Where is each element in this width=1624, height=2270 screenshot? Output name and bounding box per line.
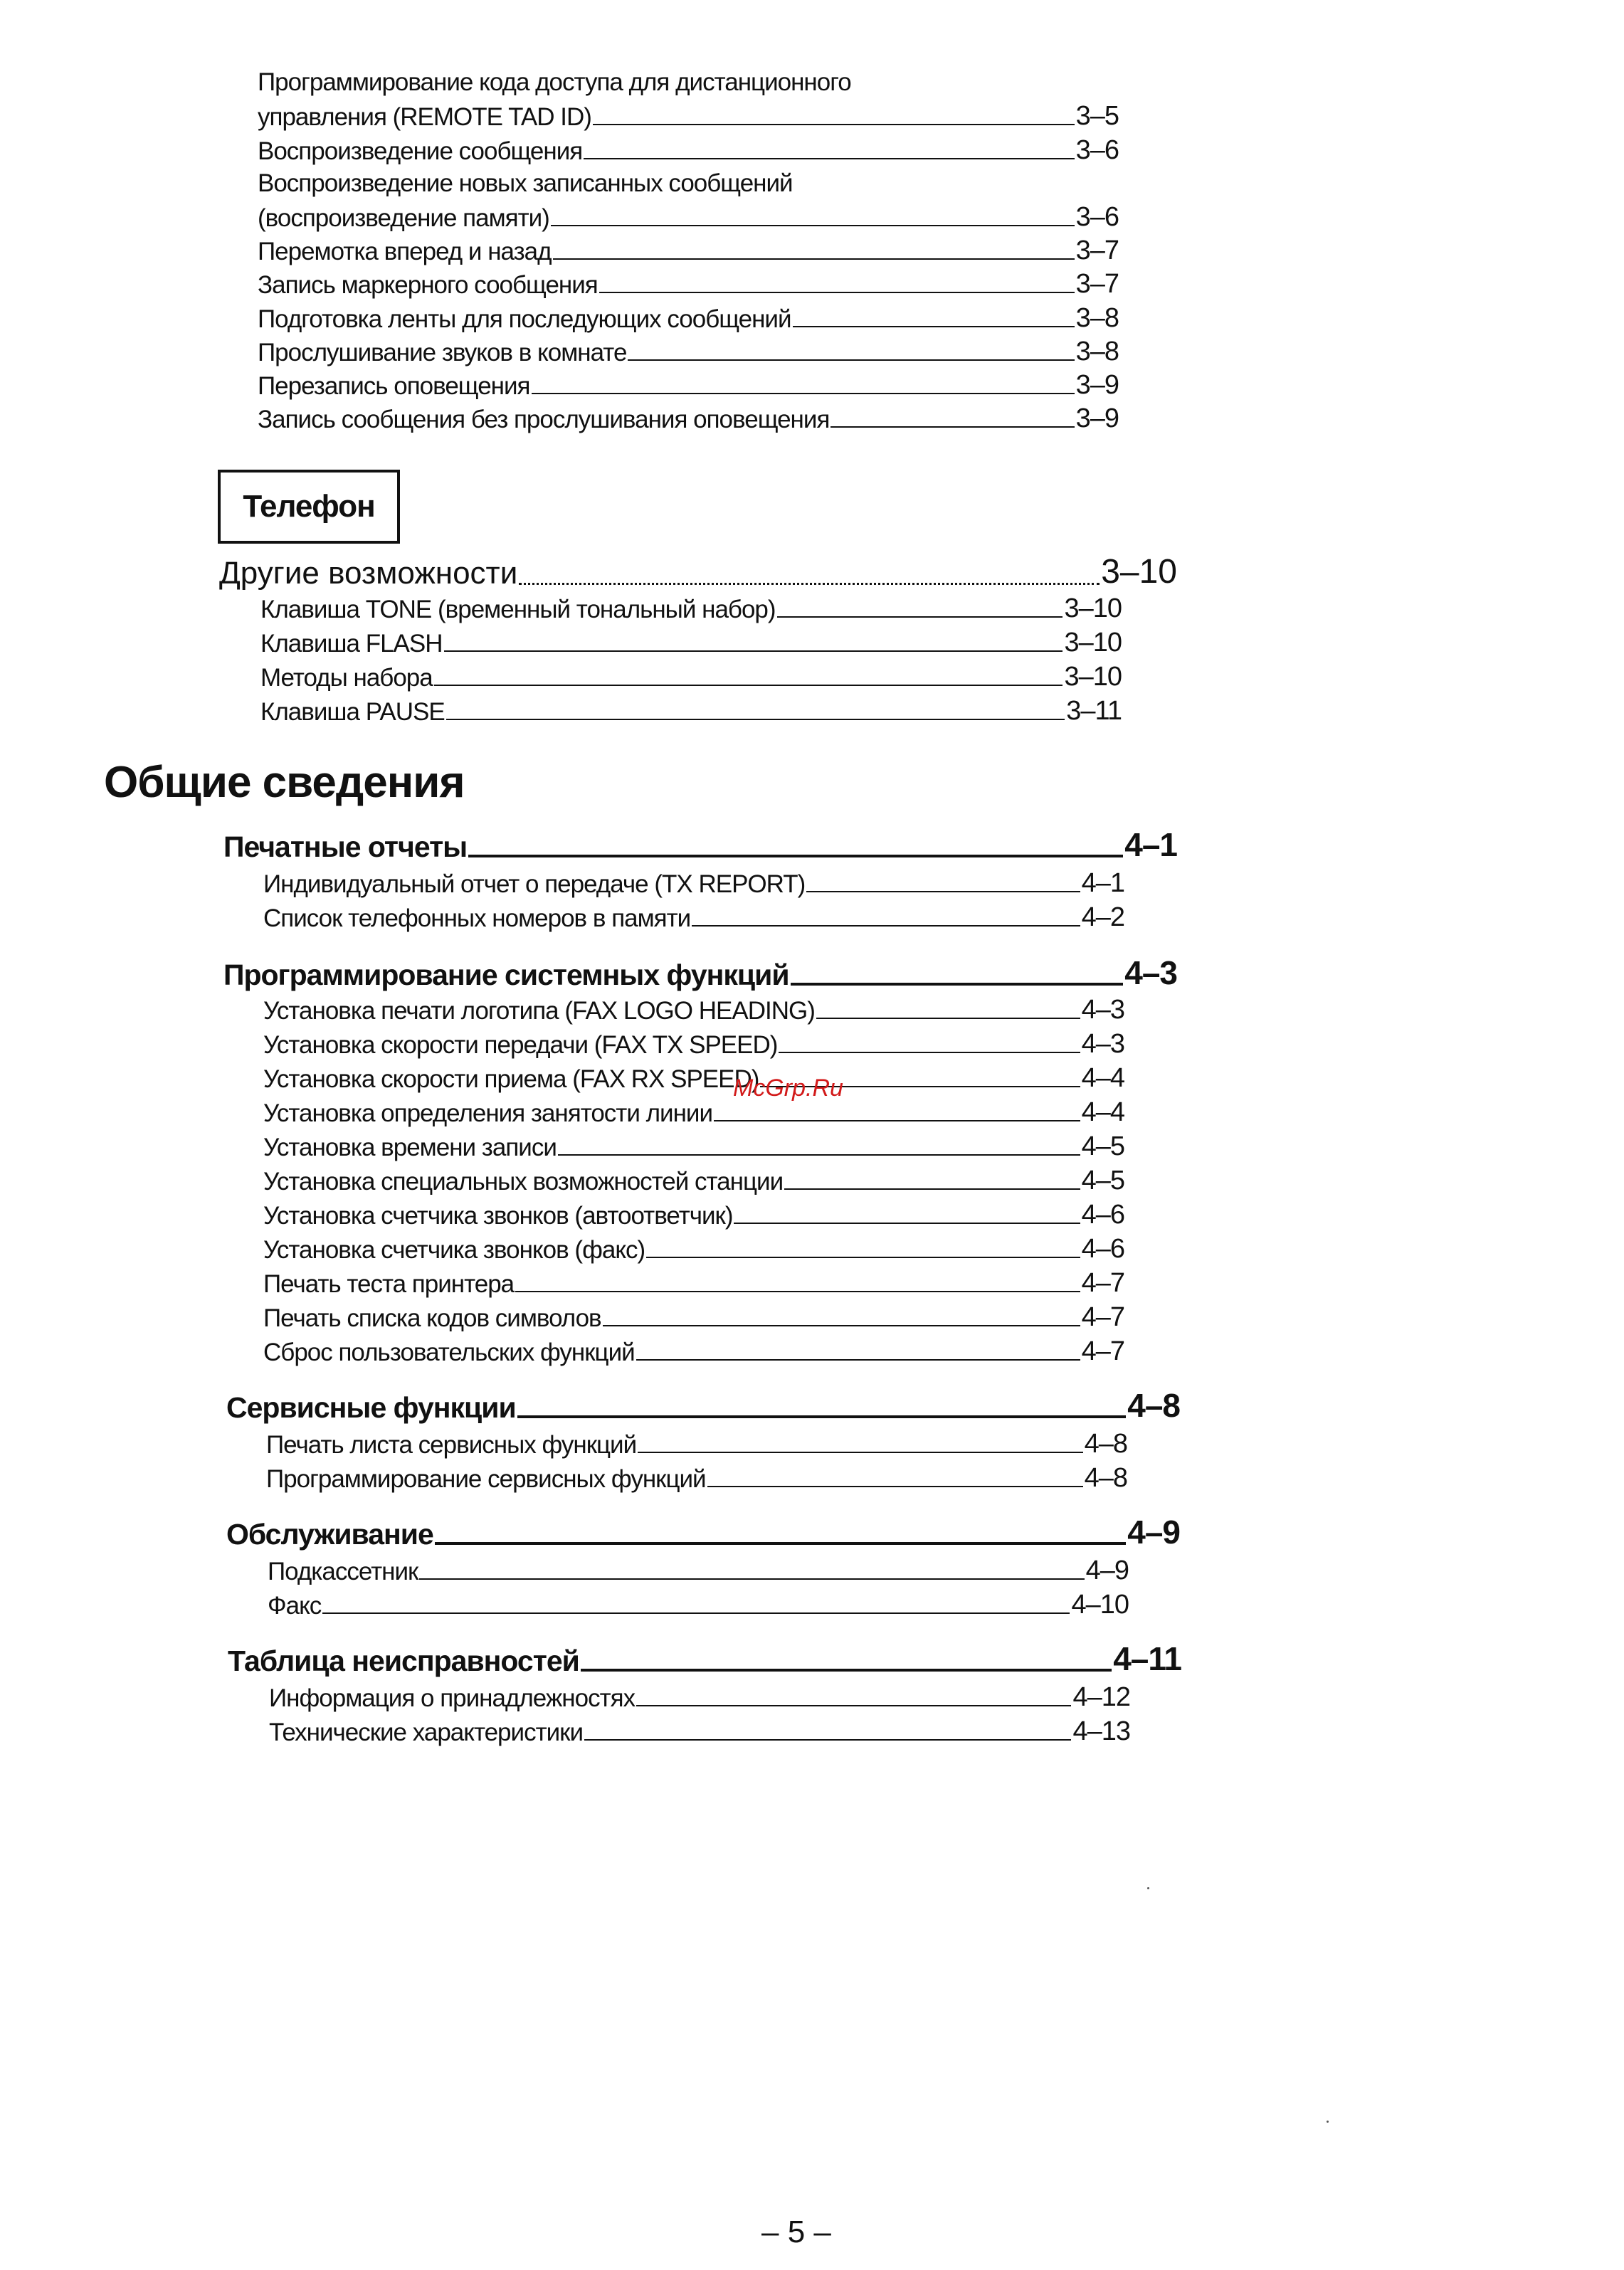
toc-leader bbox=[435, 1542, 1126, 1545]
toc-section-title: Печатные отчеты bbox=[223, 830, 468, 863]
toc-entry-title: Перезапись оповещения bbox=[258, 372, 530, 400]
toc-entry-page: 4–13 bbox=[1072, 1716, 1130, 1746]
toc-leader bbox=[532, 393, 1075, 394]
toc-entry-page: 4–7 bbox=[1081, 1302, 1124, 1332]
toc-section-entry[interactable] bbox=[223, 954, 1177, 992]
toc-entry-title: Методы набора bbox=[260, 664, 433, 692]
toc-entry-page: 4–7 bbox=[1081, 1268, 1124, 1298]
toc-entry[interactable] bbox=[263, 1029, 1124, 1060]
toc-entry-title: Печать списка кодов символов bbox=[263, 1304, 601, 1332]
toc-entry[interactable] bbox=[258, 101, 1119, 132]
toc-entry[interactable] bbox=[263, 1302, 1124, 1333]
toc-entry-page: 3–11 bbox=[1066, 696, 1122, 726]
toc-entry[interactable] bbox=[260, 628, 1122, 658]
toc-entry[interactable] bbox=[263, 1268, 1124, 1299]
toc-leader bbox=[581, 1669, 1112, 1672]
toc-leader bbox=[584, 158, 1074, 159]
toc-entry-title: Прослушивание звуков в комнате bbox=[258, 339, 627, 366]
toc-section-page: 4–9 bbox=[1127, 1514, 1180, 1551]
toc-leader bbox=[806, 891, 1080, 892]
toc-entry-title: Печать теста принтера bbox=[263, 1270, 515, 1298]
toc-leader bbox=[628, 359, 1074, 361]
toc-entry-title: Запись маркерного сообщения bbox=[258, 271, 598, 299]
toc-entry-title: управления (REMOTE TAD ID) bbox=[258, 103, 591, 131]
toc-entry[interactable] bbox=[269, 1716, 1130, 1747]
toc-leader bbox=[584, 1739, 1071, 1741]
toc-leader bbox=[707, 1486, 1083, 1487]
toc-leader bbox=[638, 1452, 1082, 1453]
toc-entry-page: 4–8 bbox=[1084, 1429, 1127, 1459]
toc-entry-page: 4–6 bbox=[1081, 1200, 1124, 1230]
chapter-title: Общие сведения bbox=[104, 758, 465, 807]
toc-entry-page: 4–12 bbox=[1072, 1682, 1130, 1712]
toc-leader bbox=[444, 650, 1063, 652]
toc-entry-page: 3–6 bbox=[1075, 135, 1119, 165]
toc-entry-page: 4–5 bbox=[1081, 1166, 1124, 1195]
toc-entry-title: Установка определения занятости линии bbox=[263, 1099, 713, 1127]
toc-entry[interactable] bbox=[258, 303, 1119, 334]
toc-entry[interactable] bbox=[263, 995, 1124, 1025]
toc-leader bbox=[646, 1257, 1080, 1258]
toc-entry[interactable] bbox=[263, 1063, 1124, 1094]
toc-entry-page: 3–7 bbox=[1075, 236, 1119, 265]
toc-entry-title: Воспроизведение сообщения bbox=[258, 137, 583, 165]
scan-speck bbox=[1147, 1887, 1149, 1889]
toc-section-title: Таблица неисправностей bbox=[228, 1645, 579, 1677]
toc-entry[interactable] bbox=[258, 269, 1119, 300]
toc-entry-page: 4–6 bbox=[1081, 1234, 1124, 1264]
toc-leader bbox=[734, 1223, 1080, 1224]
toc-section-title: Программирование системных функций bbox=[223, 959, 789, 991]
toc-leader bbox=[322, 1612, 1070, 1614]
toc-entry-title: Установка счетчика звонков (факс) bbox=[263, 1236, 645, 1264]
toc-entry-page: 4–10 bbox=[1071, 1590, 1129, 1620]
toc-entry[interactable] bbox=[258, 202, 1119, 233]
toc-leader bbox=[791, 983, 1124, 986]
toc-entry-title: Технические характеристики bbox=[269, 1719, 584, 1746]
toc-entry-title: Установка специальных возможностей станции bbox=[263, 1168, 784, 1195]
toc-leader bbox=[599, 292, 1075, 293]
toc-leader bbox=[551, 225, 1075, 226]
toc-entry[interactable] bbox=[263, 1200, 1124, 1230]
toc-entry[interactable] bbox=[263, 1131, 1124, 1162]
toc-entry-page: 3–9 bbox=[1075, 403, 1119, 433]
toc-entry-title: Список телефонных номеров в памяти bbox=[263, 904, 691, 932]
toc-entry-page: 4–2 bbox=[1081, 902, 1124, 932]
toc-leader bbox=[419, 1578, 1084, 1580]
toc-entry[interactable] bbox=[263, 1336, 1124, 1367]
toc-entry-title: Печать листа сервисных функций bbox=[266, 1431, 637, 1459]
toc-entry-page: 3–6 bbox=[1075, 202, 1119, 232]
toc-entry[interactable] bbox=[269, 1682, 1130, 1713]
watermark: McGrp.Ru bbox=[733, 1075, 843, 1102]
toc-section-title: Обслуживание bbox=[226, 1518, 433, 1551]
toc-entry[interactable] bbox=[268, 1556, 1129, 1586]
telephone-box bbox=[218, 470, 400, 544]
toc-entry[interactable] bbox=[258, 337, 1119, 367]
toc-entry-page: 4–4 bbox=[1081, 1097, 1124, 1127]
toc-entry[interactable] bbox=[260, 593, 1122, 624]
toc-chapter-entry[interactable] bbox=[219, 552, 1177, 591]
toc-leader bbox=[446, 719, 1065, 720]
toc-entry-page: 4–3 bbox=[1081, 1029, 1124, 1059]
toc-entry[interactable] bbox=[258, 370, 1119, 401]
toc-entry-page: 3–5 bbox=[1075, 101, 1119, 131]
scan-speck bbox=[1327, 2121, 1329, 2123]
toc-entry-page: 4–4 bbox=[1081, 1063, 1124, 1093]
toc-leader bbox=[468, 855, 1123, 857]
toc-leader bbox=[777, 616, 1063, 618]
toc-entry[interactable] bbox=[263, 1234, 1124, 1265]
toc-section-entry[interactable] bbox=[223, 825, 1177, 864]
toc-entry-title: Факс bbox=[268, 1592, 322, 1620]
toc-entry[interactable] bbox=[258, 135, 1119, 166]
toc-section-entry[interactable] bbox=[228, 1640, 1181, 1678]
telephone-box-label: Телефон bbox=[243, 489, 375, 524]
toc-entry-title: Индивидуальный отчет о передаче (TX REPORT) bbox=[263, 870, 806, 898]
toc-entry[interactable] bbox=[258, 236, 1119, 266]
toc-entry-page: 4–8 bbox=[1084, 1463, 1127, 1493]
toc-entry-title: Установка времени записи bbox=[263, 1134, 557, 1161]
toc-entry-title: Программирование сервисных функций bbox=[266, 1465, 706, 1493]
toc-entry-title: Установка печати логотипа (FAX LOGO HEADING) bbox=[263, 997, 815, 1025]
toc-leader bbox=[714, 1120, 1080, 1121]
toc-entry-page: 3–8 bbox=[1075, 303, 1119, 333]
toc-entry-page: 4–3 bbox=[1081, 995, 1124, 1025]
toc-entry-page: 3–10 bbox=[1064, 662, 1122, 692]
toc-entry-page: 4–1 bbox=[1081, 868, 1124, 898]
toc-entry-page: 3–9 bbox=[1075, 370, 1119, 400]
toc-entry[interactable] bbox=[266, 1429, 1127, 1459]
toc-entry[interactable] bbox=[258, 403, 1119, 434]
toc-leader bbox=[519, 583, 1100, 585]
toc-entry[interactable] bbox=[263, 868, 1124, 899]
toc-entry[interactable] bbox=[260, 662, 1122, 692]
toc-entry-title: Сброс пользовательских функций bbox=[263, 1339, 635, 1366]
toc-leader bbox=[636, 1705, 1071, 1706]
toc-leader bbox=[553, 258, 1075, 260]
toc-section-page: 4–1 bbox=[1124, 826, 1177, 863]
toc-entry-title: Установка скорости приема (FAX RX SPEED) bbox=[263, 1065, 759, 1093]
toc-leader bbox=[434, 685, 1063, 686]
toc-entry-page: 4–5 bbox=[1081, 1131, 1124, 1161]
toc-entry[interactable] bbox=[266, 1463, 1127, 1494]
toc-entry-title: Установка счетчика звонков (автоответчик) bbox=[263, 1202, 733, 1230]
toc-entry-title: Клавиша PAUSE bbox=[260, 698, 445, 726]
toc-entry-title: Информация о принадлежностях bbox=[269, 1684, 636, 1712]
toc-section-page: 4–3 bbox=[1124, 954, 1177, 991]
toc-entry[interactable] bbox=[263, 1166, 1124, 1196]
toc-entry-line1: Программирование кода доступа для дистанционного bbox=[258, 68, 851, 96]
toc-leader bbox=[517, 1415, 1127, 1418]
toc-entry-page: 3–8 bbox=[1075, 337, 1119, 366]
toc-entry-page: 3–10 bbox=[1064, 628, 1122, 658]
toc-leader bbox=[636, 1359, 1080, 1361]
toc-leader bbox=[784, 1188, 1080, 1190]
toc-section-title: Сервисные функции bbox=[226, 1391, 516, 1424]
toc-leader bbox=[779, 1052, 1080, 1053]
toc-entry[interactable] bbox=[263, 902, 1124, 933]
toc-leader bbox=[603, 1325, 1080, 1326]
toc-entry-page: 4–7 bbox=[1081, 1336, 1124, 1366]
toc-entry-title: Подготовка ленты для последующих сообщений bbox=[258, 305, 791, 333]
toc-entry-page: 4–9 bbox=[1085, 1556, 1129, 1585]
toc-entry-line1: Воспроизведение новых записанных сообщений bbox=[258, 169, 793, 197]
toc-entry-page: 3–7 bbox=[1075, 269, 1119, 299]
toc-entry-title: Подкассетник bbox=[268, 1558, 418, 1585]
toc-leader bbox=[593, 124, 1075, 125]
toc-entry-title: Клавиша TONE (временный тональный набор) bbox=[260, 596, 776, 623]
toc-entry-title: Установка скорости передачи (FAX TX SPEED) bbox=[263, 1031, 778, 1059]
toc-section-page: 4–11 bbox=[1113, 1640, 1181, 1677]
toc-leader bbox=[831, 426, 1074, 428]
toc-leader bbox=[692, 925, 1080, 927]
toc-leader bbox=[816, 1018, 1080, 1019]
toc-entry-title: Клавиша FLASH bbox=[260, 630, 443, 658]
toc-entry-title: Другие возможности bbox=[219, 556, 518, 591]
toc-entry-title: Запись сообщения без прослушивания оповещения bbox=[258, 406, 830, 433]
toc-leader bbox=[558, 1154, 1080, 1156]
toc-section-page: 4–8 bbox=[1127, 1387, 1180, 1424]
toc-entry-page: 3–10 bbox=[1101, 553, 1177, 591]
toc-entry[interactable] bbox=[268, 1590, 1129, 1620]
toc-entry-title: Перемотка вперед и назад bbox=[258, 238, 552, 265]
toc-section-entry[interactable] bbox=[226, 1513, 1180, 1551]
page-number: – 5 – bbox=[761, 2214, 831, 2249]
toc-entry-title: (воспроизведение памяти) bbox=[258, 204, 549, 232]
toc-leader bbox=[793, 326, 1075, 327]
toc-entry[interactable] bbox=[260, 696, 1122, 727]
toc-section-entry[interactable] bbox=[226, 1386, 1180, 1425]
toc-entry-page: 3–10 bbox=[1064, 593, 1122, 623]
toc-entry[interactable] bbox=[263, 1097, 1124, 1128]
toc-leader bbox=[515, 1291, 1080, 1292]
